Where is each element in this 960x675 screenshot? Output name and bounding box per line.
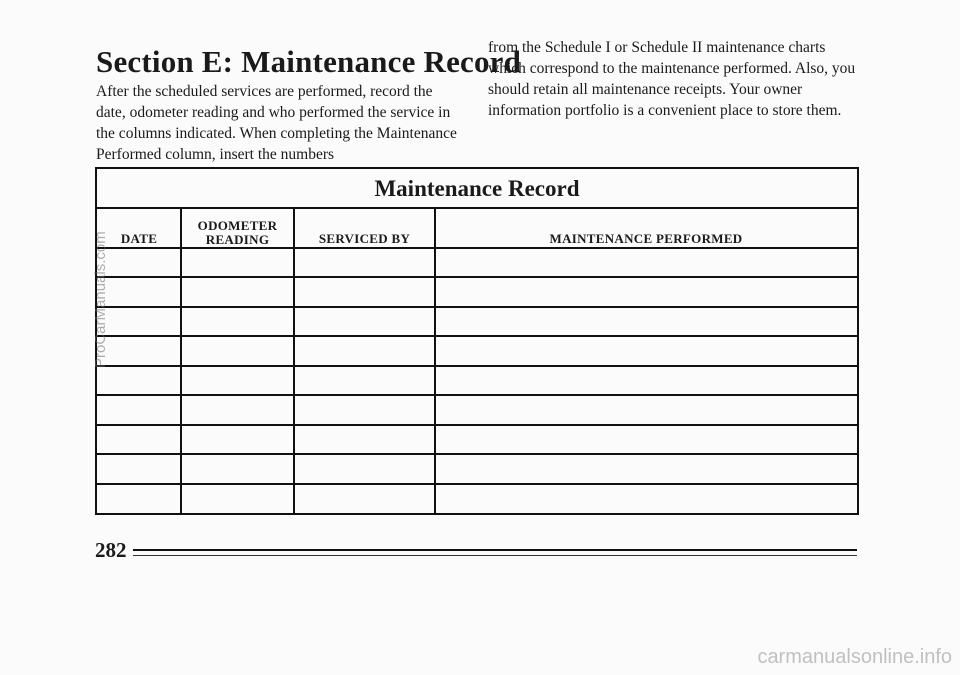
table-row <box>97 278 857 306</box>
intro-paragraph-left: After the scheduled services are performed, record the date, odometer reading and who performed the service in the columns indicated. When completing the Maintenance Performed column, insert the numbers <box>96 83 457 163</box>
table-row <box>97 426 857 454</box>
page-number: 282 <box>95 538 127 562</box>
intro-paragraph-right: from the Schedule I or Schedule II maintenance charts which correspond to the maintenance performed. Also, you should retain all maintenance receipts. Your owner information portfolio is a convenient place to store them. <box>488 39 856 119</box>
header-odometer-reading <box>181 207 294 249</box>
table-row <box>97 367 857 395</box>
table-row <box>97 485 857 513</box>
section-title: Section E: Maintenance Record <box>96 44 522 79</box>
table-row <box>97 396 857 424</box>
header-serviced-by: SERVICED BY <box>318 231 411 246</box>
table-title: Maintenance Record <box>97 169 857 209</box>
header-date: DATE <box>120 231 158 246</box>
footer-rule <box>133 549 857 551</box>
header-odometer-line2: READING <box>205 232 270 247</box>
table-row <box>97 455 857 483</box>
table-row <box>97 337 857 365</box>
header-odometer-line1: ODOMETER <box>197 218 278 233</box>
maintenance-record-table <box>95 167 859 515</box>
side-watermark-text: ProCarManuals.com <box>92 231 109 368</box>
footer-rule-thin <box>133 555 857 556</box>
header-maintenance-performed: MAINTENANCE PERFORMED <box>549 231 743 246</box>
table-row <box>97 308 857 336</box>
bottom-watermark: carmanualsonline.info <box>757 646 952 668</box>
table-row <box>97 249 857 277</box>
side-watermark <box>92 208 114 368</box>
